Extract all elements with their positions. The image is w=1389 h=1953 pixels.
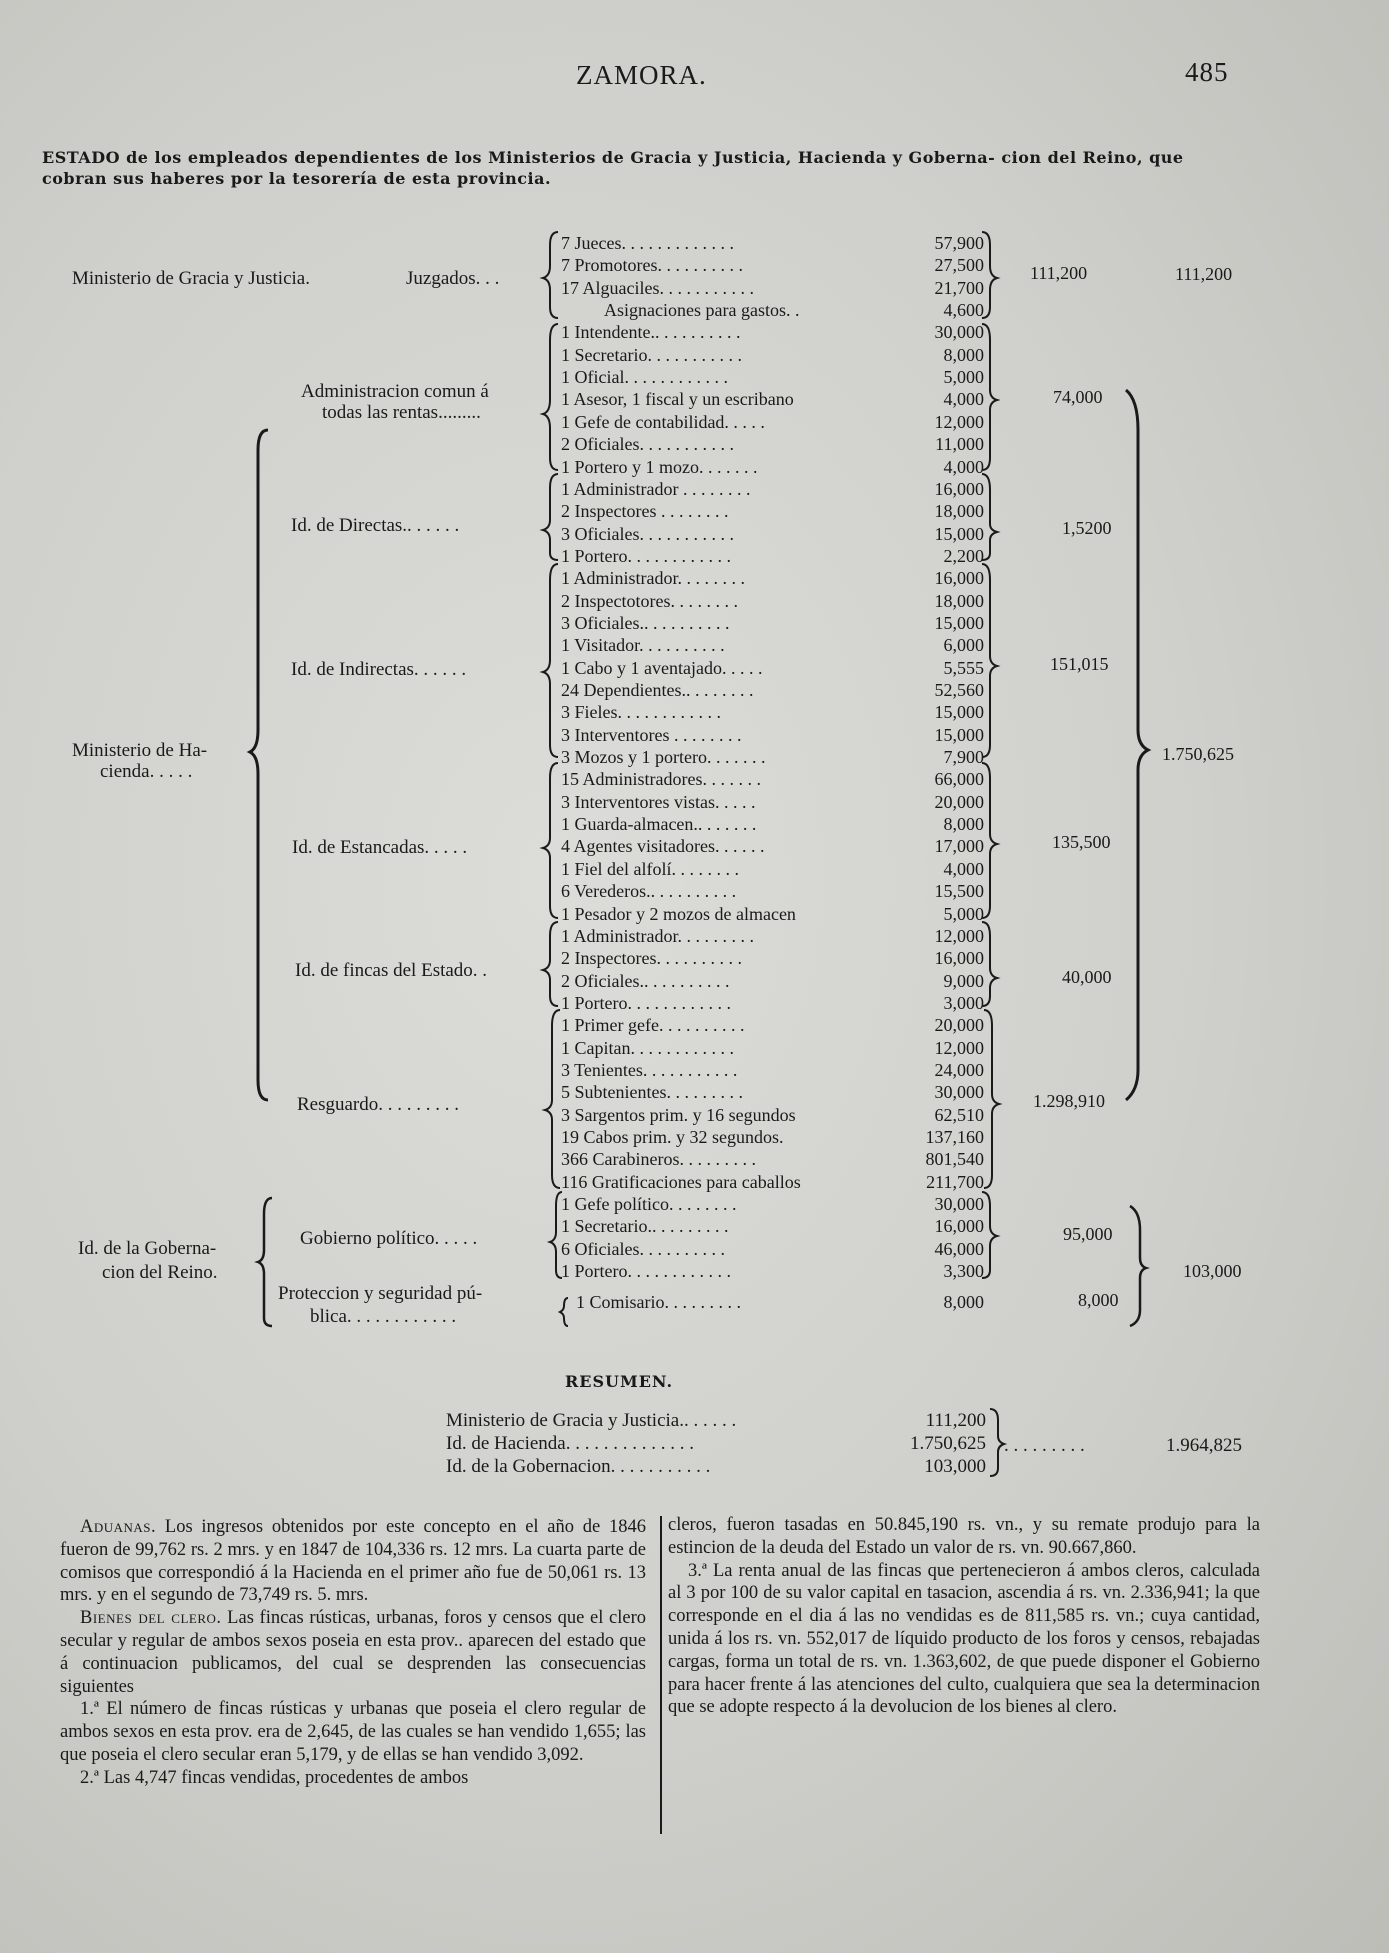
row-value: 15,000 [934, 702, 984, 723]
row-value: 20,000 [934, 1015, 984, 1036]
table-row [0, 724, 1389, 746]
resumen-label: Ministerio de Gracia y Justicia.. . . . . . [446, 1410, 737, 1431]
row-value: 17,000 [934, 836, 984, 857]
row-value: 8,000 [943, 1292, 984, 1312]
table-row [0, 1081, 1389, 1103]
row-item: 2 Inspectores. . . . . . . . . . [561, 948, 742, 969]
row-item: 1 Secretario.. . . . . . . . . [561, 1216, 729, 1237]
row-item: 1 Administrador. . . . . . . . . [561, 925, 754, 946]
row-value: 4,000 [943, 389, 984, 410]
table-row [0, 1104, 1389, 1126]
row-item: 3 Sargentos prim. y 16 segundos [561, 1104, 796, 1125]
table-row [0, 321, 1389, 343]
row-value: 12,000 [934, 1037, 984, 1058]
paragraph [60, 1698, 646, 1766]
row-value: 9,000 [943, 970, 984, 991]
resumen-total-dots: . . . . . . . . . [1004, 1435, 1085, 1456]
table-row [0, 634, 1389, 656]
row-item: 1 Gefe de contabilidad. . . . . [561, 411, 765, 432]
paragraph-lead: 3.ª [688, 1560, 707, 1581]
row-item: 5 Subtenientes. . . . . . . . . [561, 1082, 743, 1103]
resumen-row [446, 1410, 986, 1432]
fincas-estado-subtotal: 40,000 [1062, 967, 1112, 987]
row-item: 1 Gefe político. . . . . . . . [561, 1194, 737, 1215]
row-item: 3 Fieles. . . . . . . . . . . . [561, 702, 721, 723]
row-item: 1 Portero y 1 mozo. . . . . . . [561, 456, 758, 477]
paragraph [60, 1516, 646, 1607]
row-value: 8,000 [943, 814, 984, 835]
table-row [0, 545, 1389, 567]
row-item: 1 Capitan. . . . . . . . . . . . [561, 1037, 734, 1058]
paragraph [60, 1767, 646, 1790]
row-item: 7 Jueces. . . . . . . . . . . . . [561, 233, 734, 253]
table-row [0, 701, 1389, 723]
row-value: 801,540 [925, 1149, 984, 1170]
row-item: 1 Primer gefe. . . . . . . . . . [561, 1015, 745, 1036]
table-row [0, 1037, 1389, 1059]
row-item: 1 Visitador. . . . . . . . . . [561, 635, 725, 656]
row-value: 20,000 [934, 791, 984, 812]
table-row [0, 500, 1389, 522]
table-row [0, 813, 1389, 835]
row-value: 15,000 [934, 612, 984, 633]
table-row [0, 1148, 1389, 1170]
row-value: 16,000 [934, 478, 984, 499]
admin-comun-label-2: todas las rentas......... [322, 402, 481, 423]
row-value: 11,000 [935, 434, 984, 455]
table-row [0, 567, 1389, 589]
row-item: 6 Oficiales. . . . . . . . . . [561, 1238, 725, 1259]
paragraph-body: cleros, fueron tasadas en 50.845,190 rs. vn., y su remate produjo para la estincion de la deuda del Estado un valor de rs. vn. 90.667,860. [668, 1515, 1260, 1558]
row-value: 211,700 [926, 1171, 984, 1192]
directas-subtotal: 1,5200 [1062, 518, 1112, 538]
row-item: 2 Inspectotores. . . . . . . . [561, 590, 738, 611]
paragraph [60, 1607, 646, 1698]
paragraph-lead: Aduanas. [80, 1517, 157, 1537]
indirectas-label: Id. de Indirectas. . . . . . [291, 659, 467, 680]
row-value: 137,160 [925, 1127, 984, 1147]
table-row [0, 835, 1389, 857]
table-row [0, 925, 1389, 947]
table-row [0, 456, 1389, 478]
table-row [0, 478, 1389, 500]
row-item: 1 Oficial. . . . . . . . . . . . [561, 367, 728, 388]
paragraph [668, 1514, 1260, 1560]
hacienda-label-line2: cienda. . . . . [100, 761, 193, 782]
row-value: 46,000 [934, 1238, 984, 1259]
row-item: 3 Interventores vistas. . . . . [561, 791, 756, 812]
row-item: 3 Interventores . . . . . . . . [561, 724, 742, 745]
table-row [0, 880, 1389, 902]
table-row [0, 1126, 1389, 1148]
row-item: 1 Cabo y 1 aventajado. . . . . [561, 657, 763, 678]
row-value: 27,500 [934, 255, 984, 276]
paragraph-lead: 1.ª [80, 1699, 99, 1720]
row-value: 15,500 [934, 881, 984, 902]
gobierno-politico-subtotal: 95,000 [1063, 1224, 1113, 1244]
table-row [0, 970, 1389, 992]
gracia-subtotal: 111,200 [1030, 263, 1088, 283]
resumen-label: Id. de la Gobernacion. . . . . . . . . . . [446, 1456, 711, 1477]
table-row [0, 388, 1389, 410]
hacienda-total: 1.750,625 [1162, 744, 1234, 764]
table-row [0, 590, 1389, 612]
table-row [0, 1014, 1389, 1036]
row-item: 6 Verederos.. . . . . . . . . . [561, 881, 737, 902]
table-row [0, 612, 1389, 634]
row-item: 2 Oficiales. . . . . . . . . . . [561, 434, 734, 455]
row-item: 4 Agentes visitadores. . . . . . [561, 836, 765, 857]
row-value: 12,000 [934, 411, 984, 432]
row-value: 30,000 [934, 1194, 984, 1215]
paragraph-body: Las fincas rústicas, urbanas, foros y censos que el clero secular y regular de ambos sexos poseia en esta prov.. aparecen del estado que á continuacion publicamos, del cual se desprenden las consecuencias siguientes [60, 1608, 646, 1697]
row-item: 1 Portero. . . . . . . . . . . . [561, 545, 731, 566]
row-value: 21,700 [934, 277, 984, 298]
row-value: 4,600 [943, 300, 984, 321]
row-value: 3,000 [943, 992, 984, 1013]
brace [990, 1409, 1004, 1476]
row-value: 5,000 [943, 903, 984, 924]
row-item: 2 Inspectores . . . . . . . . [561, 501, 729, 522]
fincas-estado-label: Id. de fincas del Estado. . [295, 960, 488, 981]
table-row [0, 947, 1389, 969]
resumen-value: 1.750,625 [910, 1433, 986, 1454]
table-row [0, 366, 1389, 388]
paragraph-body: Las 4,747 fincas vendidas, procedentes de ambos [98, 1767, 469, 1788]
resumen-value: 111,200 [925, 1410, 986, 1431]
paragraph [668, 1560, 1260, 1720]
text-column-right [668, 1514, 1260, 1719]
paragraph-lead: Bienes del clero. [80, 1608, 222, 1629]
row-item: 1 Pesador y 2 mozos de almacen [561, 903, 796, 924]
row-value: 16,000 [934, 948, 984, 969]
row-value: 52,560 [934, 680, 984, 700]
row-item: 366 Carabineros. . . . . . . . . [561, 1149, 756, 1170]
resumen-label: Id. de Hacienda. . . . . . . . . . . . . . [446, 1433, 694, 1454]
row-value: 30,000 [934, 322, 984, 343]
row-item: 2 Oficiales.. . . . . . . . . . [561, 970, 730, 991]
estancadas-subtotal: 135,500 [1052, 832, 1111, 852]
directas-label: Id. de Directas.. . . . . . [291, 515, 460, 536]
table-row [0, 1059, 1389, 1081]
table-row [0, 791, 1389, 813]
row-value: 16,000 [934, 568, 984, 589]
row-value: 6,000 [943, 635, 984, 656]
admin-comun-subtotal: 74,000 [1053, 387, 1103, 407]
table-row [0, 299, 1389, 321]
table-row [0, 411, 1389, 433]
admin-comun-label-1: Administracion comun á [301, 381, 489, 402]
table-row [0, 1171, 1389, 1193]
resumen-heading: RESUMEN. [565, 1372, 674, 1391]
paragraph-body: La renta anual de las fincas que pertenecieron á ambos cleros, calculada al 3 por 100 de su valor capital en tasacion, ascendia á rs. vn. 2.336,941; la que corresponde en el dia á las no vendidas es de 811,585 rs. vn.; cuya cantidad, unida á los rs. vn. 552,017 de líquido producto de los foros y censos, rebajadas cargas, forma un total de rs. vn. 1.363,602, de que puede disponer el Gobierno para hacer frente á las atenciones del culto, cualquiera que sea la determinacion que se adopte respecto á la devolucion de los bienes al clero. [668, 1560, 1260, 1718]
row-item: 17 Alguaciles. . . . . . . . . . . [561, 277, 754, 298]
gobernacion-total: 103,000 [1183, 1261, 1242, 1281]
row-value: 7,900 [943, 747, 984, 768]
row-item: 7 Promotores. . . . . . . . . . [561, 255, 743, 276]
row-item: 1 Administrador . . . . . . . . [561, 478, 751, 499]
proteccion-label-1: Proteccion y seguridad pú- [278, 1283, 483, 1304]
table-row [0, 992, 1389, 1014]
row-item: 1 Guarda-almacen.. . . . . . . [561, 814, 757, 835]
gobernacion-label-line1: Id. de la Goberna- [78, 1238, 217, 1259]
paragraph-lead: 2.ª [80, 1767, 99, 1788]
gobernacion-label-line2: cion del Reino. [102, 1262, 218, 1283]
table-row [0, 679, 1389, 701]
running-head: ZAMORA. [576, 60, 707, 90]
row-value: 4,000 [943, 858, 984, 879]
row-item: 3 Oficiales.. . . . . . . . . . [561, 612, 730, 633]
text-column-left [60, 1516, 646, 1790]
table-row [0, 1215, 1389, 1237]
estancadas-label: Id. de Estancadas. . . . . [292, 837, 468, 858]
row-value: 18,000 [934, 590, 984, 611]
row-item: 3 Tenientes. . . . . . . . . . . [561, 1059, 738, 1080]
row-item: 1 Asesor, 1 fiscal y un escribano [561, 389, 794, 410]
resumen-total: 1.964,825 [1166, 1435, 1242, 1456]
juzgados-label: Juzgados. . . [406, 268, 500, 289]
table-row [0, 903, 1389, 925]
gracia-ministry-label: Ministerio de Gracia y Justicia. [72, 268, 310, 289]
row-value: 2,200 [943, 545, 984, 566]
hacienda-label-line1: Ministerio de Ha- [72, 740, 208, 761]
table-row [0, 232, 1389, 254]
resumen-value: 103,000 [924, 1456, 986, 1477]
paragraph-body: Los ingresos obtenidos por este concepto en el año de 1846 fueron de 99,762 rs. 2 mrs. y en 1847 de 104,336 rs. 12 mrs. La cuarta parte de comisos que correspondió á la Hacienda en el primer año fue de 50,061 rs. 13 mrs. y en el segundo de 73,749 rs. 5. mrs. [60, 1517, 646, 1606]
row-item: 1 Secretario. . . . . . . . . . . [561, 344, 742, 365]
page-number: 485 [1185, 57, 1229, 87]
row-value: 4,000 [943, 456, 984, 477]
row-value: 15,000 [934, 724, 984, 745]
row-value: 24,000 [934, 1059, 984, 1080]
row-value: 66,000 [934, 769, 984, 790]
resguardo-subtotal: 1.298,910 [1033, 1091, 1105, 1111]
row-value: 30,000 [934, 1082, 984, 1103]
row-value: 62,510 [934, 1104, 984, 1125]
table-row [0, 1291, 1389, 1313]
proteccion-subtotal: 8,000 [1078, 1290, 1119, 1310]
gracia-total: 111,200 [1175, 264, 1233, 284]
resguardo-label: Resguardo. . . . . . . . . [297, 1094, 460, 1115]
table-row [0, 344, 1389, 366]
row-value: 12,000 [934, 925, 984, 946]
row-item: 3 Mozos y 1 portero. . . . . . . [561, 747, 766, 768]
table-row [0, 433, 1389, 455]
resumen-row [446, 1433, 986, 1455]
table-row [0, 657, 1389, 679]
row-item: 1 Portero. . . . . . . . . . . . [561, 1261, 731, 1282]
table-row [0, 768, 1389, 790]
row-item: 19 Cabos prim. y 32 segundos. [561, 1127, 784, 1147]
row-value: 57,900 [934, 233, 984, 253]
table-row [0, 1193, 1389, 1215]
row-item: 24 Dependientes.. . . . . . . . [561, 680, 754, 700]
row-item: Asignaciones para gastos. . [604, 300, 800, 321]
table-row [0, 858, 1389, 880]
row-value: 16,000 [934, 1216, 984, 1237]
indirectas-subtotal: 151,015 [1050, 654, 1109, 674]
column-rule [660, 1516, 662, 1834]
row-value: 18,000 [934, 501, 984, 522]
table-title: ESTADO de los empleados dependientes de los Ministerios de Gracia y Justicia, Hacienda y Goberna- cion del Reino, que cobran sus haberes por la tesorería de esta provincia. [42, 148, 1184, 188]
row-value: 5,000 [943, 367, 984, 388]
row-item: 1 Comisario. . . . . . . . . [576, 1292, 741, 1312]
proteccion-label-2: blica. . . . . . . . . . . . [310, 1306, 457, 1327]
row-item: 116 Gratificaciones para caballos [561, 1171, 801, 1192]
row-item: 15 Administradores. . . . . . . [561, 769, 761, 790]
paragraph-body: El número de fincas rústicas y urbanas que poseia el clero regular de ambos sexos en esta prov. era de 2,645, de las cuales se han vendido 1,655; las que poseia el clero secular eran 5,179, y de ellas se han vendido 3,092. [60, 1699, 646, 1765]
row-item: 1 Portero. . . . . . . . . . . . [561, 992, 731, 1013]
row-item: 1 Administrador. . . . . . . . [561, 568, 745, 589]
row-item: 1 Fiel del alfolí. . . . . . . . [561, 858, 739, 879]
row-item: 3 Oficiales. . . . . . . . . . . [561, 523, 734, 544]
gobierno-politico-label: Gobierno político. . . . . [300, 1228, 478, 1249]
table-row [0, 523, 1389, 545]
row-item: 1 Intendente.. . . . . . . . . . [561, 322, 741, 343]
row-value: 3,300 [943, 1261, 984, 1282]
row-value: 15,000 [934, 523, 984, 544]
row-value: 5,555 [943, 657, 984, 678]
row-value: 8,000 [943, 344, 984, 365]
resumen-row [446, 1456, 986, 1478]
